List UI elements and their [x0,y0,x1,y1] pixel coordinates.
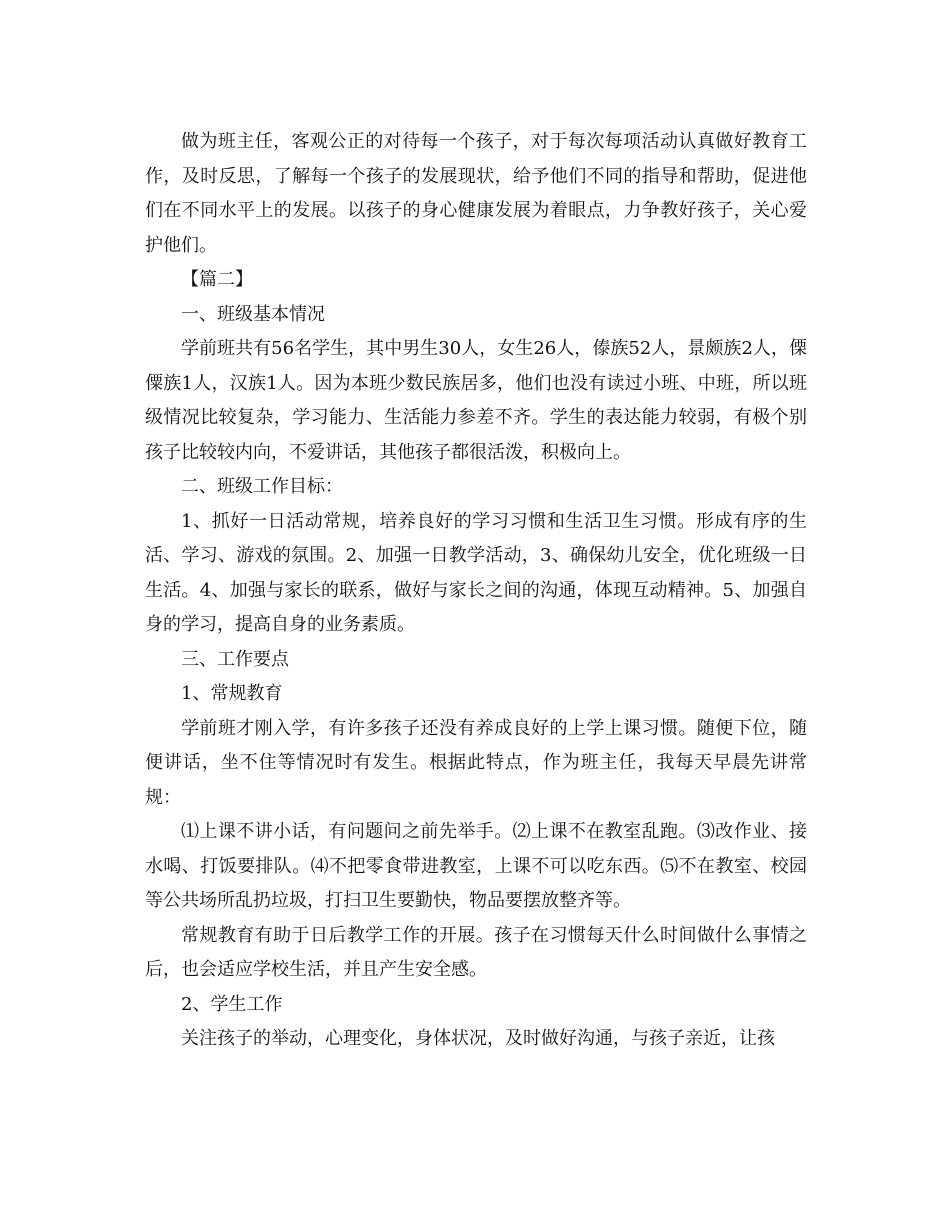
heading-student-work: 2、学生工作 [181,993,283,1015]
paragraph-class-info: 学前班共有56名学生，其中男生30人，女生26人，傣族52人，景颇族2人，傈僳族1人，汉族1人。因为本班少数民族居多，他们也没有读过小班、中班，所以班级情况比较复杂，学习能力、生活能力参差不齐。学生的表达能力较弱，有极个别孩子比较较内向，不爱讲话，其他孩子都很活泼，积极向上。 [145,338,807,463]
paragraph-head-teacher: 做为班主任，客观公正的对待每一个孩子，对于每次每项活动认真做好教育工作，及时反思，了解每一个孩子的发展现状，给予他们不同的指导和帮助，促进他们在不同水平上的发展。以孩子的身心健康发展为着眼点，力争教好孩子，关心爱护他们。 [145,131,807,256]
heading-work-points: 三、工作要点 [181,648,289,670]
document-page [145,125,807,1057]
paragraph-routine-intro: 学前班才刚入学，有许多孩子还没有养成良好的上学上课习惯。随便下位，随便讲话，坐不住等情况时有发生。根据此特点，作为班主任，我每天早晨先讲常规： [145,717,807,808]
paragraph-routine-benefit: 常规教育有助于日后教学工作的开展。孩子在习惯每天什么时间做什么事情之后，也会适应学校生活，并且产生安全感。 [145,924,807,980]
paragraph-student-work: 关注孩子的举动，心理变化，身体状况，及时做好沟通，与孩子亲近，让孩 [181,1028,775,1049]
heading-class-basic-info: 一、班级基本情况 [181,303,325,325]
section-title-part-two: 【篇二】 [181,269,253,290]
heading-class-goals: 二、班级工作目标： [181,476,343,497]
paragraph-routine-rules: ⑴上课不讲小话，有问题问之前先举手。⑵上课不在教室乱跑。⑶改作业、接水喝、打饭要排队。⑷不把零食带进教室，上课不可以吃东西。⑸不在教室、校园等公共场所乱扔垃圾，打扫卫生要勤快，物品要摆放整齐等。 [145,821,807,911]
paragraph-class-goals: 1、抓好一日活动常规，培养良好的学习习惯和生活卫生习惯。形成有序的生活、学习、游戏的氛围。2、加强一日教学活动，3、确保幼儿安全，优化班级一日生活。4、加强与家长的联系，做好与家长之间的沟通，体现互动精神。5、加强自身的学习，提高自身的业务素质。 [145,510,807,635]
heading-routine-education: 1、常规教育 [181,683,283,704]
